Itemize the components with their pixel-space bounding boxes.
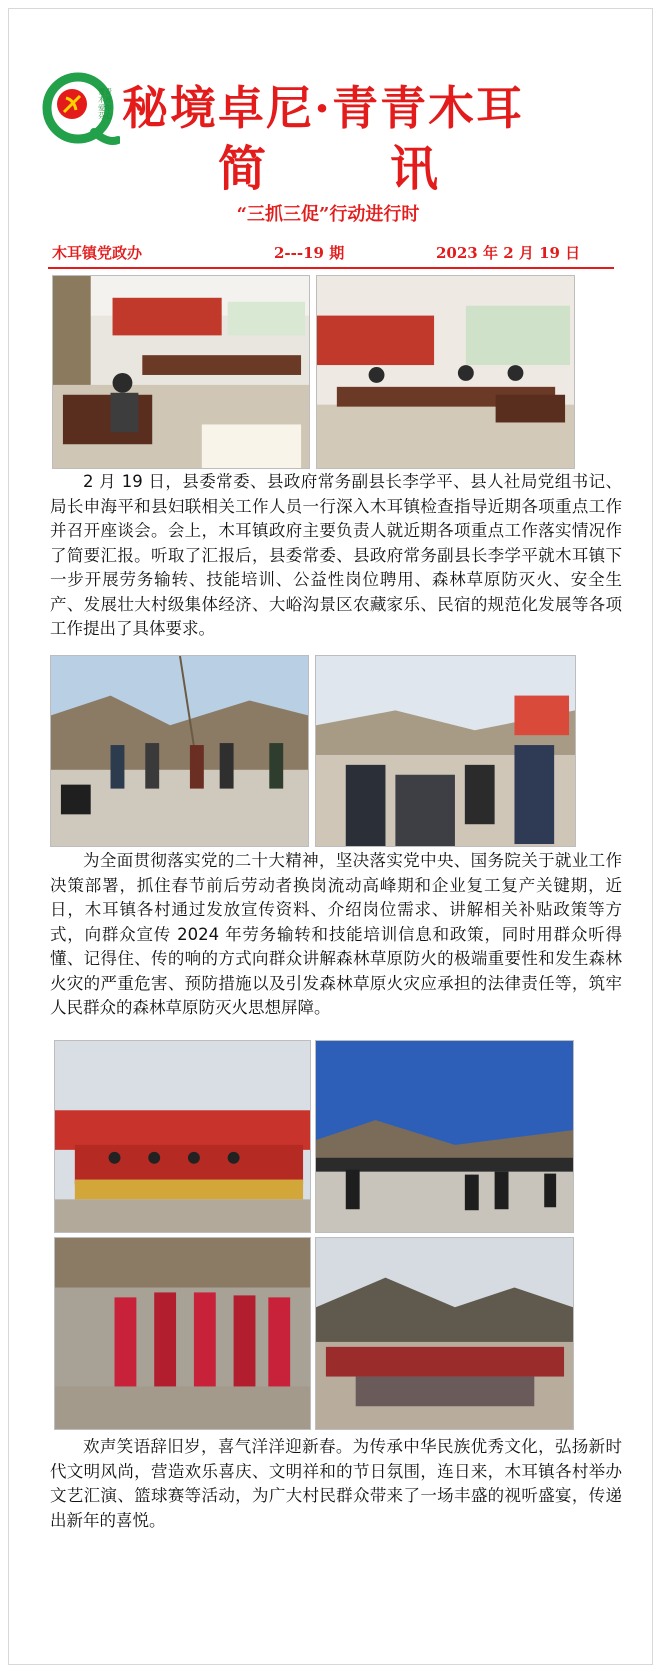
- photo-publicity-1: [50, 655, 309, 847]
- article-3-text: 欢声笑语辞旧岁，喜气洋洋迎新春。为传承中华民族优秀文化，弘扬新时代文明风尚，营造欢乐喜庆、文明祥和的节日氛围，连日来，木耳镇各村举办文艺汇演、篮球赛等活动，为广大村民群众带来了一场丰盛的视听盛宴，传递出新年的喜悦。: [50, 1437, 622, 1530]
- subtitle-char-2: 讯: [389, 141, 438, 197]
- photo-dancers: [54, 1237, 311, 1430]
- article-1-text: 2 月 19 日，县委常委、县政府常务副县长李学平、县人社局党组书记、局长申海平和县妇联相关工作人员一行深入木耳镇检查指导近期各项重点工作并召开座谈会。会上，木耳镇政府主要负责人就近期各项重点工作落实情况作了简要汇报。听取了汇报后，县委常委、县政府常务副县长李学平就木耳镇下一步开展劳务输转、技能培训、公益性岗位聘用、森林草原防灭火、安全生产、发展壮大村级集体经济、大峪沟景区农藏家乐、民宿的规范化发展等各项工作提出了具体要求。: [50, 472, 622, 638]
- photo-crowd: [315, 1237, 574, 1430]
- slogan: “三抓三促”行动进行时: [236, 204, 420, 225]
- article-2-text: 为全面贯彻落实党的二十大精神，坚决落实党中央、国务院关于就业工作决策部署，抓住春节前后劳动者换岗流动高峰期和企业复工复产关键期，近日，木耳镇各村通过发放宣传资料、介绍岗位需求、讲解相关补贴政策等方式，向群众宣传 2024 年劳务输转和技能培训信息和政策，同时用群众听得懂、记得住、传的响的方式向群众讲解森林草原防火的极端重要性和发生森林火灾的严重危害、预防措施以及引发森林草原火灾应承担的法律责任等，筑牢人民群众的森林草原防灭火思想屏障。: [50, 851, 622, 1017]
- photo-basketball: [315, 1040, 574, 1233]
- logo-text: 青青木耳 爱尔芬心: [98, 88, 112, 120]
- issue-number: 2---19 期: [274, 244, 345, 262]
- issue-date: 2023 年 2 月 19 日: [436, 244, 581, 262]
- subtitle: [218, 130, 438, 199]
- issuer: 木耳镇党政办: [52, 244, 143, 262]
- page-title: 秘境卓尼·青青木耳: [122, 81, 525, 135]
- photo-meeting-1: [52, 275, 310, 469]
- photo-festival-stage: [54, 1040, 311, 1233]
- header-divider: [48, 267, 614, 269]
- photo-meeting-2: [316, 275, 575, 469]
- photo-publicity-2: [315, 655, 576, 847]
- subtitle-char-1: 简: [218, 141, 267, 197]
